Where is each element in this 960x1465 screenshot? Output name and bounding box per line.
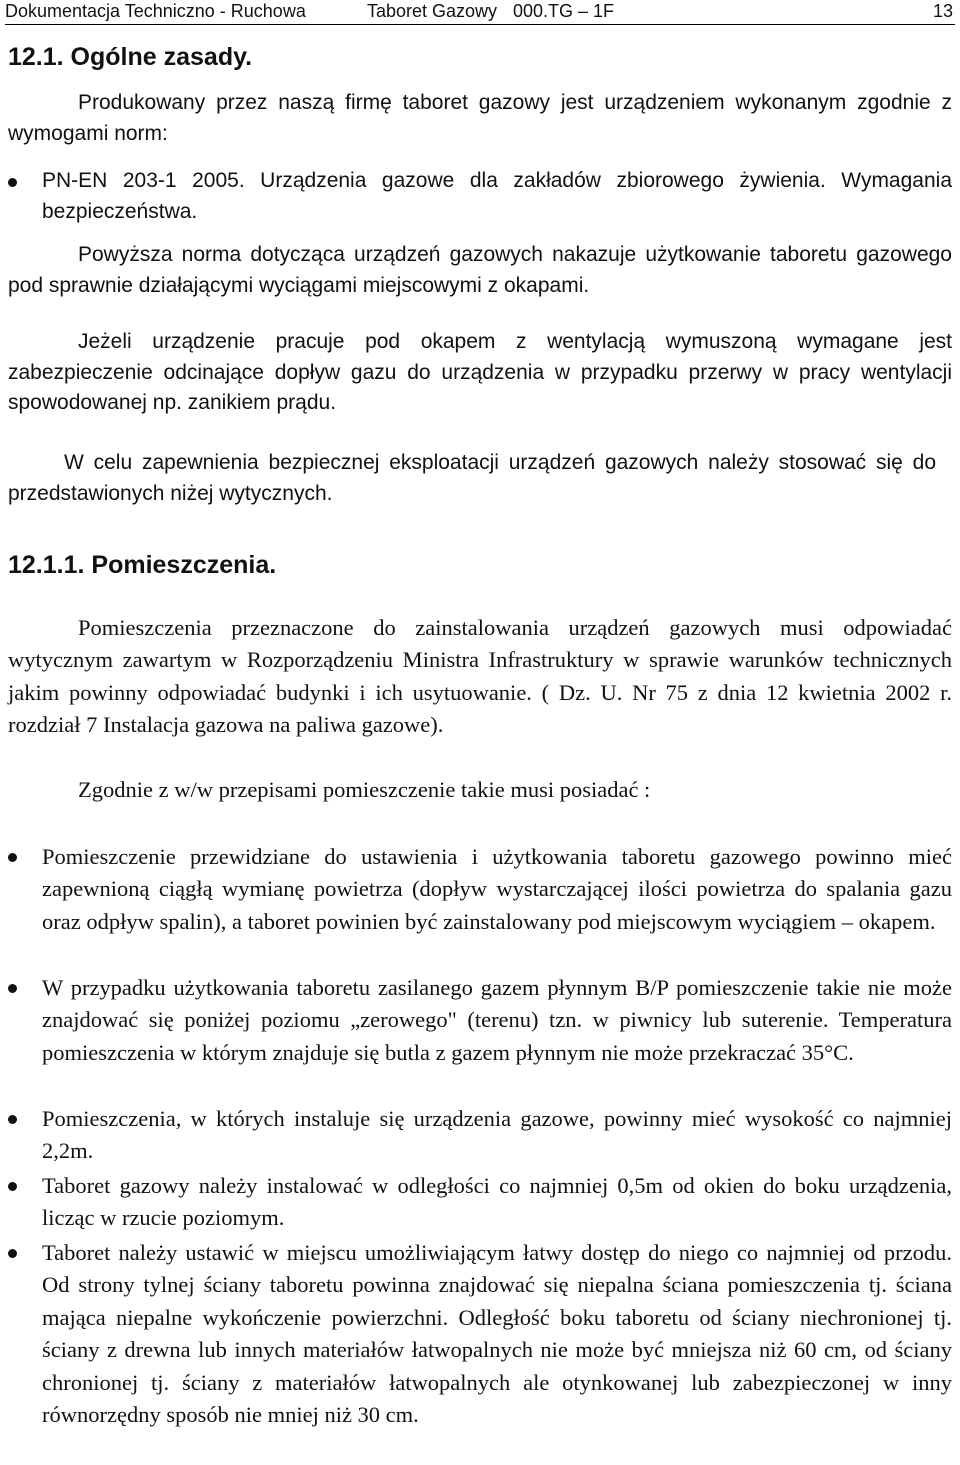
document-title: Dokumentacja Techniczno - Ruchowa (5, 1, 306, 21)
requirement-text: Pomieszczenia, w których instaluje się urządzenia gazowe, powinny mieć wysokość co najmniej 2,2m. (42, 1106, 952, 1164)
norm-requirement-paragraph: Powyższa norma dotycząca urządzeń gazowych nakazuje użytkowanie taboretu gazowego pod sprawnie działającymi wyciągami miejscowymi z okapami. (8, 243, 952, 297)
bullet-icon (8, 853, 17, 862)
bullet-icon (8, 1115, 17, 1124)
section-heading-general-rules: 12.1. Ogólne zasady. (8, 43, 253, 71)
requirement-text: Pomieszczenie przewidziane do ustawienia i użytkowania taboretu gazowego powinno mieć zapewnioną ciągłą wymianę powietrza (dopływ wystarczającej ilości powietrza do spalania gazu oraz odpływ spalin), a taboret powinien być zainstalowany pod miejscowym wyciągiem – okapem. (42, 844, 952, 934)
safety-guidelines-paragraph: W celu zapewnienia bezpiecznej eksploatacji urządzeń gazowych należy stosować się do przedstawionych niżej wytycznych. (8, 451, 936, 505)
rooms-requirements-intro: Zgodnie z w/w przepisami pomieszczenie takie musi posiadać : (78, 777, 651, 802)
intro-paragraph: Produkowany przez naszą firmę taboret gazowy jest urządzeniem wykonanym zgodnie z wymogami norm: (8, 91, 952, 145)
page-header (5, 0, 955, 25)
requirement-text: Taboret należy ustawić w miejscu umożliwiającym łatwy dostęp do niego co najmniej od przodu. Od strony tylnej ściany taboretu powinna znajdować się niepalna ściana pomieszczenia tj. ściana mająca niepalne wykończenie powierzchni. Odległość boku taboretu od ściany niechronionej tj. ściany z drewna lub innych materiałów łatwopalnych nie może być mniejsza niż 60 cm, od ściany chronionej tj. ściany z materiałów łatwopalnych ale otynkowanej lub zabezpieczonej w inny równorzędny sposób nie mniej niż 30 cm. (42, 1240, 952, 1428)
page-number: 13 (932, 1, 953, 21)
rooms-regulation-paragraph: Pomieszczenia przeznaczone do zainstalowania urządzeń gazowych musi odpowiadać wytycznym zawartym w Rozporządzeniu Ministra Infrastruktury w sprawie warunków technicznych jakim powinny odpowiadać budynki i ich usytuowanie. ( Dz. U. Nr 75 z dnia 12 kwietnia 2002 r. rozdział 7 Instalacja gazowa na paliwa gazowe). (8, 615, 952, 738)
product-code: 000.TG – 1F (513, 1, 615, 21)
requirement-text: Taboret gazowy należy instalować w odległości co najmniej 0,5m od okien do boku urządzenia, licząc w rzucie poziomym. (42, 1173, 952, 1231)
bullet-icon (8, 984, 17, 993)
ventilation-paragraph: Jeżeli urządzenie pracuje pod okapem z wentylacją wymuszoną wymagane jest zabezpieczenie odcinające dopływ gazu do urządzenia w przypadku przerwy w pracy wentylacji spowodowanej np. zanikiem prądu. (8, 330, 952, 414)
requirement-text: W przypadku użytkowania taboretu zasilanego gazem płynnym B/P pomieszczenie takie nie może znajdować się poniżej poziomu „zerowego" (terenu) tzn. w piwnicy lub suterenie. Temperatura pomieszczenia w którym znajduje się butla z gazem płynnym nie może przekraczać 35°C. (42, 975, 952, 1065)
bullet-icon (8, 178, 17, 187)
section-heading-rooms: 12.1.1. Pomieszczenia. (8, 551, 277, 579)
norm-text: PN-EN 203-1 2005. Urządzenia gazowe dla zakładów zbiorowego żywienia. Wymagania bezpieczeństwa. (42, 169, 952, 223)
bullet-icon (8, 1249, 17, 1258)
product-name: Taboret Gazowy (367, 1, 498, 21)
bullet-icon (8, 1182, 17, 1191)
